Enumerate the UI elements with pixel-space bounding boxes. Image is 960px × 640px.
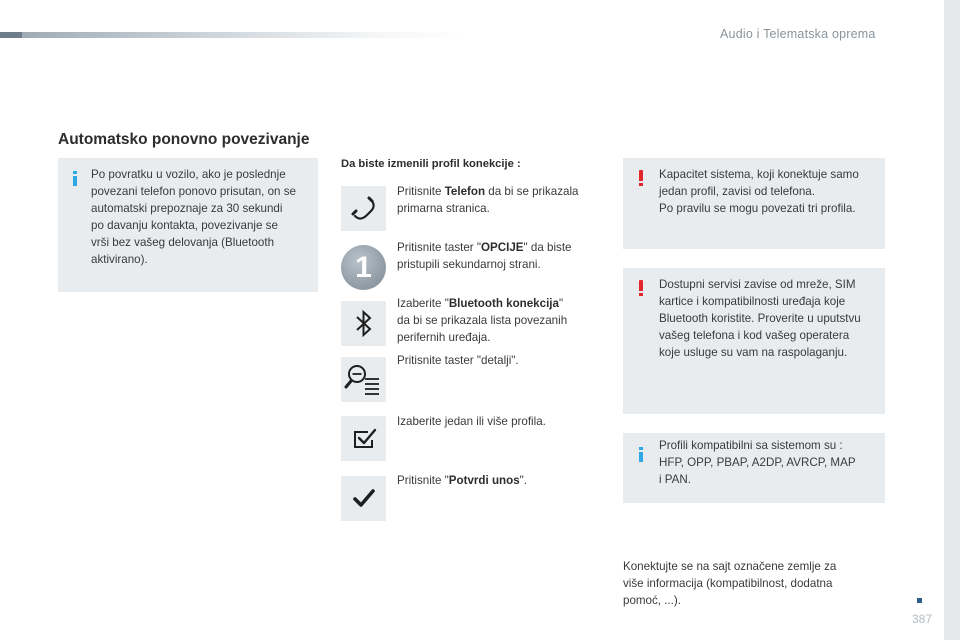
warning-icon — [639, 280, 643, 296]
warning-box-profile-capacity — [623, 158, 885, 249]
warning-text-capacity: Kapacitet sistema, koji konektuje samo jedan profil, zavisi od telefona. Po pravilu se mogu povezati tri profila. — [659, 168, 859, 215]
info-icon — [73, 171, 77, 186]
note-text: Po povratku u vozilo, ako je poslednje povezani telefon ponovo prisutan, on se automatski prepoznaje za 30 sekundi po davanju kontakta, povezivanje se vrši bez vašeg delovanja (Bluetooth aktivirano). — [91, 168, 296, 266]
step-1-text: Pritisnite Telefon da bi se prikazala primarna stranica. — [397, 185, 579, 215]
warning-icon — [639, 170, 643, 186]
header-rule — [0, 32, 470, 38]
info-box-compatible-profiles — [623, 433, 885, 503]
step-6-text: Pritisnite "Potvrdi unos". — [397, 474, 527, 487]
checkmark-icon — [341, 476, 386, 521]
steps-heading: Da biste izmenili profil konekcije : — [341, 158, 521, 170]
phone-handset-icon — [341, 186, 386, 231]
step-4-text: Pritisnite taster "detalji". — [397, 354, 519, 367]
info-icon — [639, 447, 643, 462]
step-2-text: Pritisnite taster "OPCIJE" da biste pristupili sekundarnoj strani. — [397, 241, 572, 271]
website-note: Konektujte se na sajt označene zemlje za više informacija (kompatibilnost, dodatna pomoć, ...). — [623, 560, 837, 607]
info-text-profiles: Profili kompatibilni sa sistemom su : HFP, OPP, PBAP, A2DP, AVRCP, MAP i PAN. — [659, 439, 856, 486]
page-edge-strip — [944, 0, 960, 640]
checkbox-icon — [341, 416, 386, 461]
warning-box-services — [623, 268, 885, 414]
details-search-icon — [341, 357, 386, 402]
section-title: Automatsko ponovno povezivanje — [58, 131, 310, 148]
page-marker — [917, 598, 922, 603]
chapter-title: Audio i Telematska oprema — [720, 27, 876, 41]
step-5-text: Izaberite jedan ili više profila. — [397, 415, 546, 428]
header-rule-accent — [0, 32, 22, 38]
auto-reconnect-note — [58, 158, 318, 292]
page-number: 387 — [912, 612, 933, 626]
step-3-text: Izaberite "Bluetooth konekcija" da bi se prikazala lista povezanih perifernih uređaja. — [397, 297, 568, 344]
warning-text-services: Dostupni servisi zavise od mreže, SIM kartice i kompatibilnosti uređaja koje Bluetooth koristite. Proverite u uputstvu vašeg telefona i kod vašeg operatera koje usluge su vam na raspolaganju. — [659, 278, 861, 359]
step-number-badge: 1 — [341, 245, 386, 290]
bluetooth-icon — [341, 301, 386, 346]
